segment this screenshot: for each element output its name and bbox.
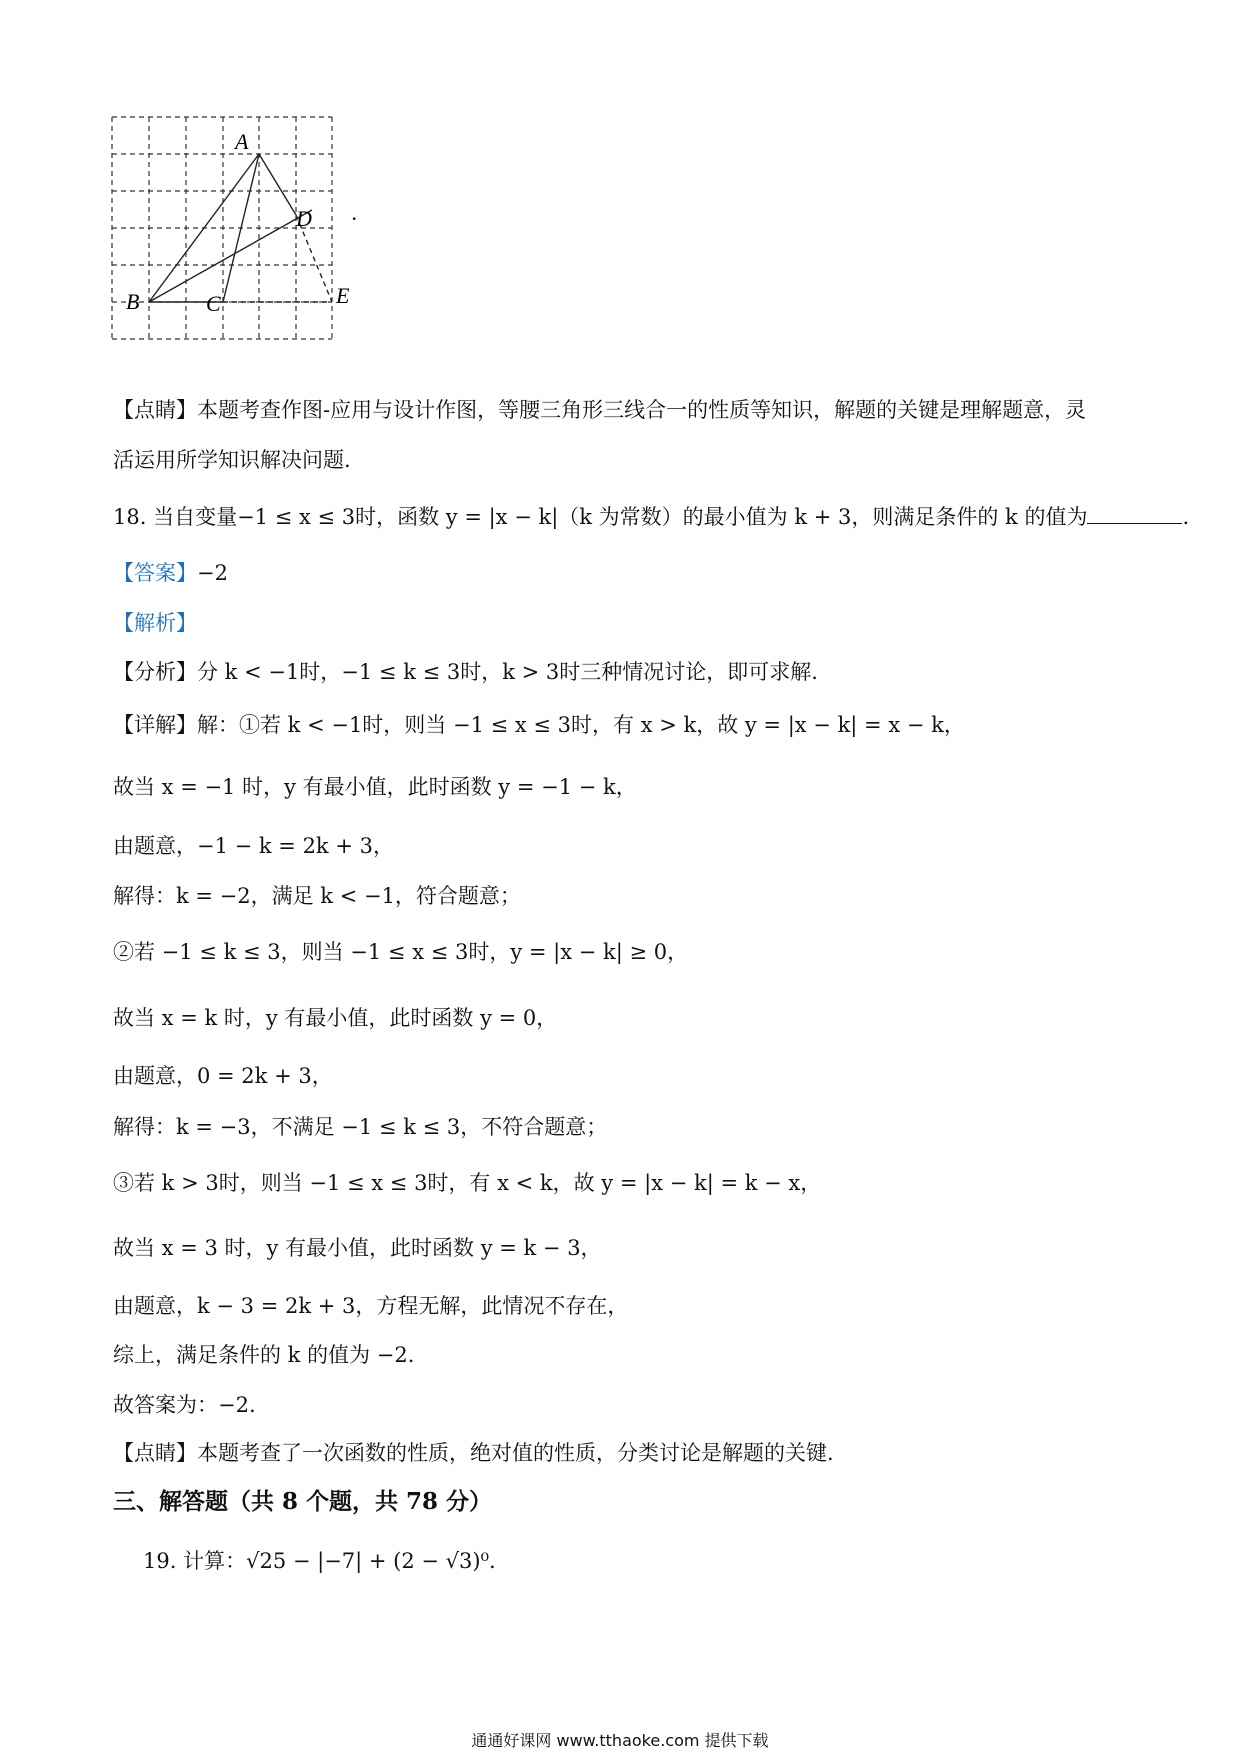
label-b: B — [126, 289, 140, 314]
question-18 — [113, 502, 1189, 532]
dianjing-18: 【点睛】本题考查了一次函数的性质，绝对值的性质，分类讨论是解题的关键. — [113, 1441, 834, 1465]
answer-tag: 【答案】 — [113, 561, 197, 585]
solution-line-5: 故当 x = k 时，y 有最小值，此时函数 y = 0， — [113, 1006, 558, 1030]
figure-period: . — [352, 200, 358, 225]
solution-line-8: ③若 k > 3时，则当 −1 ≤ x ≤ 3时，有 x < k，故 y = |x − k| = k − x， — [113, 1171, 822, 1195]
solution-line-2: 由题意，−1 − k = 2k + 3， — [113, 834, 394, 858]
solution-line-4: ②若 −1 ≤ k ≤ 3，则当 −1 ≤ x ≤ 3时，y = |x − k| ≥ 0， — [113, 940, 689, 964]
jiexi-tag: 【解析】 — [113, 611, 197, 635]
dianjing-text: 本题考查作图-应用与设计作图，等腰三角形三线合一的性质等知识，解题的关键是理解题意，灵 — [197, 398, 1087, 422]
section-heading: 三、解答题（共 8 个题，共 78 分） — [113, 1488, 493, 1515]
solution-line-7: 解得：k = −3，不满足 −1 ≤ k ≤ 3，不符合题意； — [113, 1115, 608, 1139]
segment-ac — [223, 154, 259, 302]
question-19: 19. 计算：√25 − |−7| + (2 − √3)⁰. — [143, 1549, 496, 1573]
answer-value: −2 — [197, 561, 228, 585]
label-c: C — [206, 291, 221, 316]
label-a: A — [235, 129, 249, 154]
solution-line-12: 故答案为：−2. — [113, 1393, 256, 1417]
answer-blank — [1087, 503, 1182, 524]
fenxi-line: 【分析】分 k < −1时，−1 ≤ k ≤ 3时，k > 3时三种情况讨论，即可求解. — [113, 660, 818, 684]
question-18-text: 18. 当自变量−1 ≤ x ≤ 3时，函数 y = |x − k|（k 为常数）的最小值为 k + 3，则满足条件的 k 的值为 — [113, 505, 1088, 529]
label-e: E — [336, 283, 350, 308]
solution-line-10: 由题意，k − 3 = 2k + 3，方程无解，此情况不存在， — [113, 1294, 629, 1318]
solution-line-9: 故当 x = 3 时，y 有最小值，此时函数 y = k − 3， — [113, 1236, 602, 1260]
label-d: D — [296, 206, 312, 231]
xiangjie-line: 【详解】解：①若 k < −1时，则当 −1 ≤ x ≤ 3时，有 x > k，故 y = |x − k| = x − k， — [113, 713, 965, 737]
solution-line-11: 综上，满足条件的 k 的值为 −2. — [113, 1343, 415, 1367]
solution-line-3: 解得：k = −2，满足 k < −1，符合题意； — [113, 884, 521, 908]
question-18-period: . — [1182, 505, 1190, 529]
solution-line-1: 故当 x = −1 时，y 有最小值，此时函数 y = −1 − k， — [113, 775, 637, 799]
footer-watermark: 通通好课网 www.tthaoke.com 提供下载 — [471, 1731, 769, 1750]
dianjing-17-line1 — [113, 395, 1086, 425]
grid-figure — [100, 105, 520, 365]
answer-line — [113, 558, 228, 588]
segment-bd — [149, 210, 312, 302]
solution-line-6: 由题意，0 = 2k + 3， — [113, 1064, 333, 1088]
segment-ad — [259, 154, 296, 215]
dianjing-tag: 【点睛】 — [113, 398, 197, 422]
dianjing-17-line2: 活运用所学知识解决问题. — [113, 448, 351, 472]
